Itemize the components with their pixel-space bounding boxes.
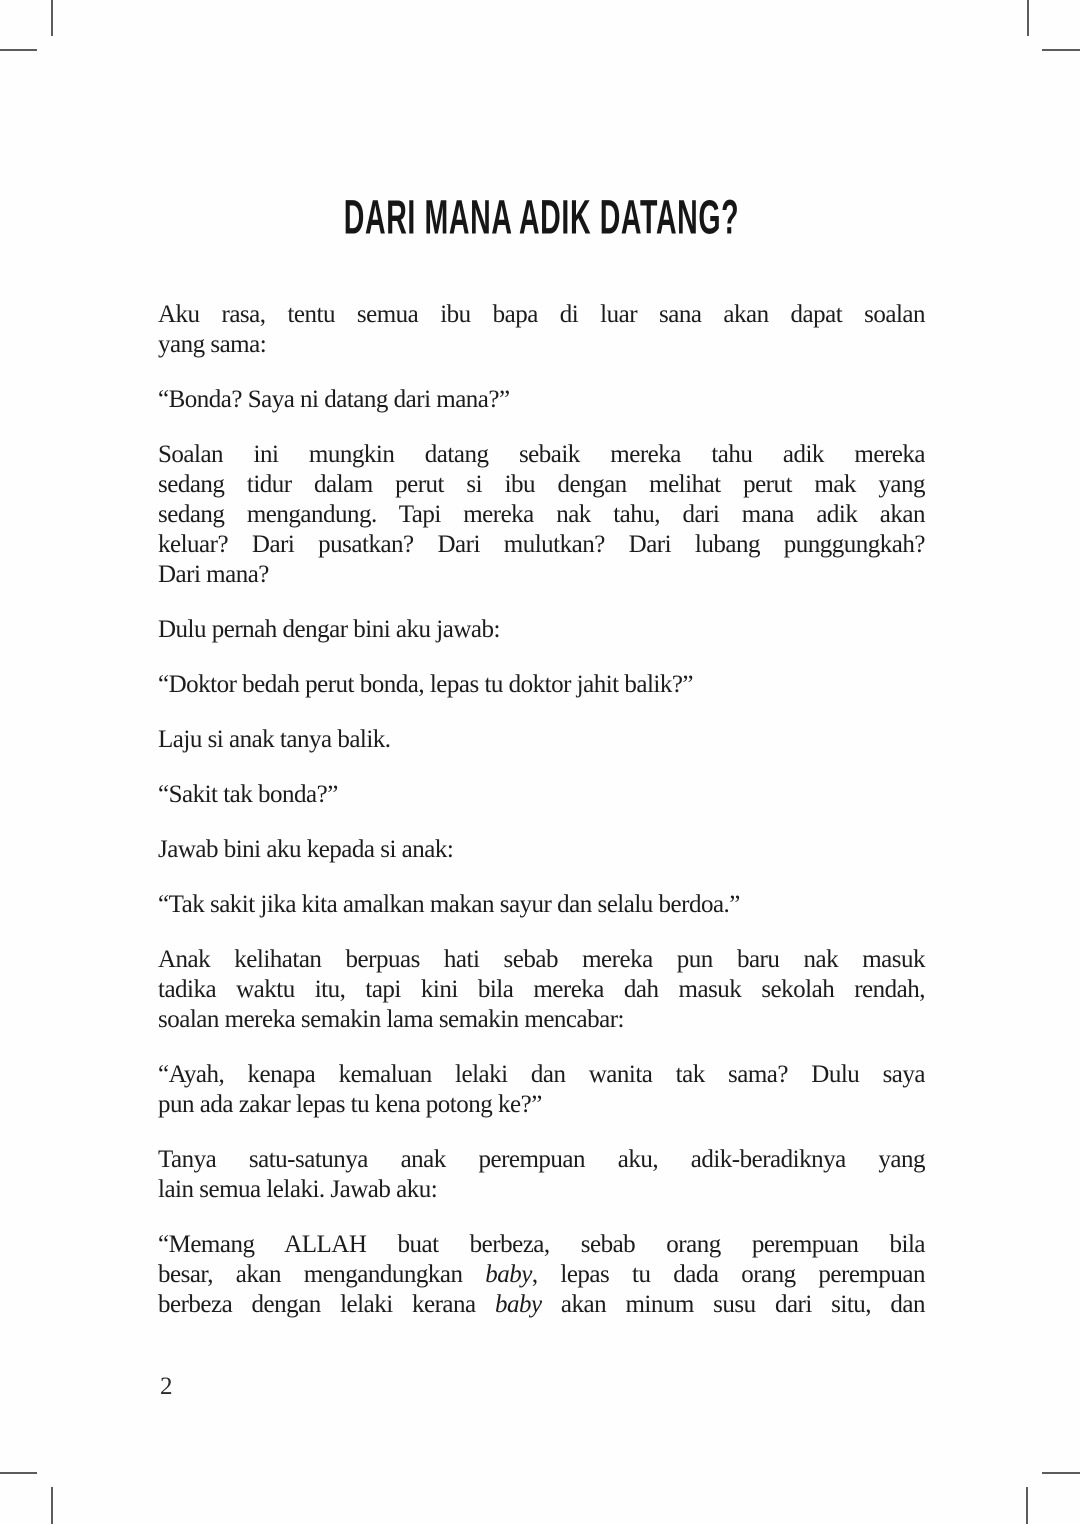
text-line: tadika waktu itu, tapi kini bila mereka dah masuk sekolah rendah, xyxy=(158,976,925,1003)
page-number: 2 xyxy=(160,1373,173,1400)
italic-text-run: baby xyxy=(494,1291,542,1318)
text-run: , lepas tu dada orang perempuan xyxy=(531,1261,925,1288)
text-line: “Memang ALLAH buat berbeza, sebab orang perempuan bila xyxy=(158,1231,925,1258)
text-run: besar, akan mengandungkan xyxy=(158,1261,486,1288)
text-line: yang sama: xyxy=(158,331,267,358)
text-line: “Bonda? Saya ni datang dari mana?” xyxy=(158,386,510,413)
text-line: “Doktor bedah perut bonda, lepas tu doktor jahit balik?” xyxy=(158,671,694,698)
italic-text-run: baby xyxy=(485,1261,532,1288)
crop-mark-top-left-horizontal xyxy=(0,49,37,51)
text-line: soalan mereka semakin lama semakin mencabar: xyxy=(158,1006,624,1033)
text-line xyxy=(158,1260,925,1290)
text-line: pun ada zakar lepas tu kena potong ke?” xyxy=(158,1091,542,1118)
text-line xyxy=(158,1290,925,1320)
text-run: berbeza dengan lelaki kerana xyxy=(158,1291,495,1318)
page-content xyxy=(158,0,925,1345)
crop-mark-bottom-left-vertical xyxy=(51,1487,53,1524)
paragraph xyxy=(158,615,925,645)
crop-mark-bottom-right-vertical xyxy=(1026,1487,1028,1524)
crop-mark-top-left-vertical xyxy=(51,0,53,36)
crop-mark-bottom-right-horizontal xyxy=(1042,1472,1080,1474)
text-line: sedang mengandung. Tapi mereka nak tahu, dari mana adik akan xyxy=(158,501,925,528)
paragraph xyxy=(158,835,925,865)
paragraph xyxy=(158,440,925,590)
paragraph xyxy=(158,385,925,415)
text-line: sedang tidur dalam perut si ibu dengan melihat perut mak yang xyxy=(158,471,925,498)
text-line: “Tak sakit jika kita amalkan makan sayur dan selalu berdoa.” xyxy=(158,891,740,918)
text-line: Anak kelihatan berpuas hati sebab mereka pun baru nak masuk xyxy=(158,946,925,973)
text-line: Aku rasa, tentu semua ibu bapa di luar sana akan dapat soalan xyxy=(158,301,925,328)
paragraph xyxy=(158,300,925,360)
text-line: Tanya satu-satunya anak perempuan aku, adik-beradiknya yang xyxy=(158,1146,925,1173)
text-line: “Sakit tak bonda?” xyxy=(158,781,338,808)
text-line: Laju si anak tanya balik. xyxy=(158,726,391,753)
paragraph xyxy=(158,1060,925,1120)
text-line: lain semua lelaki. Jawab aku: xyxy=(158,1176,438,1203)
paragraph xyxy=(158,945,925,1035)
text-line: Dulu pernah dengar bini aku jawab: xyxy=(158,616,500,643)
paragraph xyxy=(158,780,925,810)
paragraph xyxy=(158,890,925,920)
paragraph-closing xyxy=(158,1230,925,1320)
paragraph xyxy=(158,1145,925,1205)
text-line: keluar? Dari pusatkan? Dari mulutkan? Dari lubang punggungkah? xyxy=(158,531,925,558)
text-line: Soalan ini mungkin datang sebaik mereka tahu adik mereka xyxy=(158,441,925,468)
crop-mark-top-right-vertical xyxy=(1027,0,1029,36)
text-line: Dari mana? xyxy=(158,561,269,588)
text-line: Jawab bini aku kepada si anak: xyxy=(158,836,454,863)
chapter-title: DARI MANA ADIK DATANG? xyxy=(343,189,740,244)
text-line: “Ayah, kenapa kemaluan lelaki dan wanita tak sama? Dulu saya xyxy=(158,1061,925,1088)
crop-mark-top-right-horizontal xyxy=(1042,49,1080,51)
text-run: akan minum susu dari situ, dan xyxy=(541,1291,925,1318)
crop-mark-bottom-left-horizontal xyxy=(0,1472,37,1474)
paragraph xyxy=(158,725,925,755)
paragraph xyxy=(158,670,925,700)
